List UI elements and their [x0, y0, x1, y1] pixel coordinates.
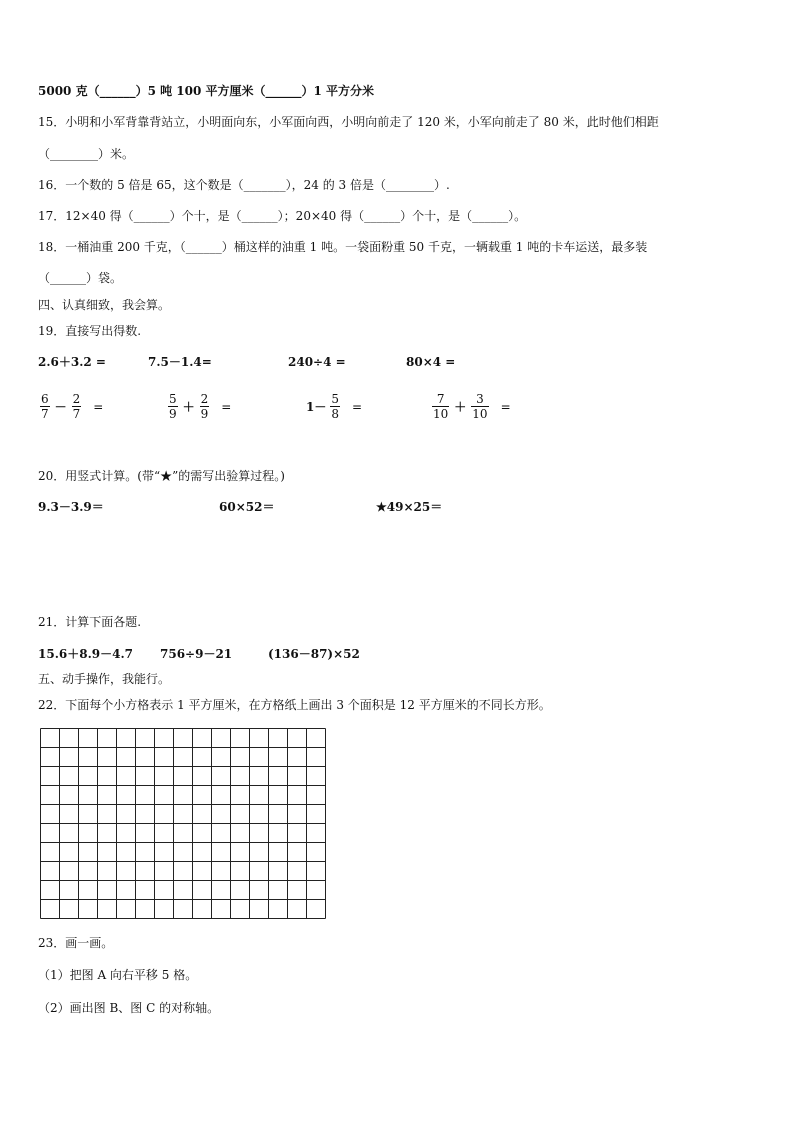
q20-item-2: 60×52＝: [219, 500, 275, 514]
operator: ＋: [454, 400, 467, 414]
operator: －: [54, 400, 67, 414]
q21-item-3: (136－87)×52: [268, 647, 360, 661]
denominator: 10: [433, 407, 449, 421]
q23-title: 23．画一画。: [38, 936, 114, 950]
numerator: 3: [476, 392, 484, 406]
q19-fraction-2: [166, 392, 231, 421]
numerator: 6: [41, 392, 49, 406]
q18-line1: 18．一桶油重 200 千克，（______）桶这样的油重 1 吨。一袋面粉重 50 千克，一辆载重 1 吨的卡车运送，最多装: [38, 240, 648, 254]
q15-line1: 15．小明和小军背靠背站立，小明面向东，小军面向西，小明向前走了 120 米，小军向前走了 80 米，此时他们相距: [38, 115, 659, 129]
equals-sign: =: [221, 399, 232, 414]
q21-item-1: 15.6＋8.9－4.7: [38, 647, 133, 661]
section-4-heading: 四、认真细致，我会算。: [38, 298, 171, 312]
q19-fraction-4: [430, 392, 511, 421]
q19-fraction-1: [38, 392, 103, 421]
denominator: 7: [72, 407, 81, 421]
equals-sign: =: [352, 399, 363, 414]
denominator: 9: [169, 407, 177, 421]
q16: 16．一个数的 5 倍是 65，这个数是（_______），24 的 3 倍是（________）.: [38, 178, 450, 192]
q22: 22．下面每个小方格表示 1 平方厘米，在方格纸上画出 3 个面积是 12 平方厘米的不同长方形。: [38, 698, 551, 712]
q23-sub-2: （2）画出图 B、图 C 的对称轴。: [38, 1001, 220, 1015]
fraction: [330, 392, 340, 421]
fraction: [72, 392, 82, 421]
denominator: 9: [200, 407, 209, 421]
q15-line2: （________）米。: [38, 147, 135, 161]
q23-sub-1: （1）把图 A 向右平移 5 格。: [38, 968, 198, 982]
equals-sign: =: [500, 399, 511, 414]
q19-item-4: 80×4 =: [406, 355, 456, 369]
q19-item-1: 2.6＋3.2 =: [38, 355, 106, 369]
q18-line2: （______）袋。: [38, 271, 123, 285]
q19-item-3: 240÷4 =: [288, 355, 346, 369]
numerator: 2: [72, 392, 81, 406]
denominator: 7: [41, 407, 49, 421]
q19-title: 19．直接写出得数.: [38, 324, 142, 338]
fraction: [200, 392, 210, 421]
q20-item-1: 9.3－3.9＝: [38, 500, 104, 514]
fraction: [432, 392, 449, 421]
q17: 17．12×40 得（______）个十，是（______）；20×40 得（______）个十，是（______）。: [38, 209, 527, 223]
q21-title: 21．计算下面各题.: [38, 615, 142, 629]
q20-item-3: ★49×25＝: [376, 500, 443, 514]
fraction: [471, 392, 488, 421]
numerator: 5: [331, 392, 339, 406]
fraction: [168, 392, 178, 421]
q19-fraction-3: [306, 392, 362, 421]
numerator: 7: [436, 392, 445, 406]
operator: ＋: [182, 400, 195, 414]
section-5-heading: 五、动手操作，我能行。: [38, 672, 171, 686]
denominator: 8: [331, 407, 339, 421]
q14-tail: 5000 克（______）5 吨 100 平方厘米（______）1 平方分米: [38, 84, 375, 98]
q19-item-2: 7.5－1.4=: [148, 355, 212, 369]
q20-title: 20．用竖式计算。(带“★”的需写出验算过程。): [38, 469, 285, 483]
denominator: 10: [472, 407, 488, 421]
numerator: 5: [169, 392, 177, 406]
fraction: [40, 392, 50, 421]
q21-item-2: 756÷9－21: [160, 647, 233, 661]
numerator: 2: [200, 392, 209, 406]
equals-sign: =: [93, 399, 104, 414]
whole-part: 1－: [306, 400, 327, 414]
square-grid-paper[interactable]: [40, 728, 327, 920]
